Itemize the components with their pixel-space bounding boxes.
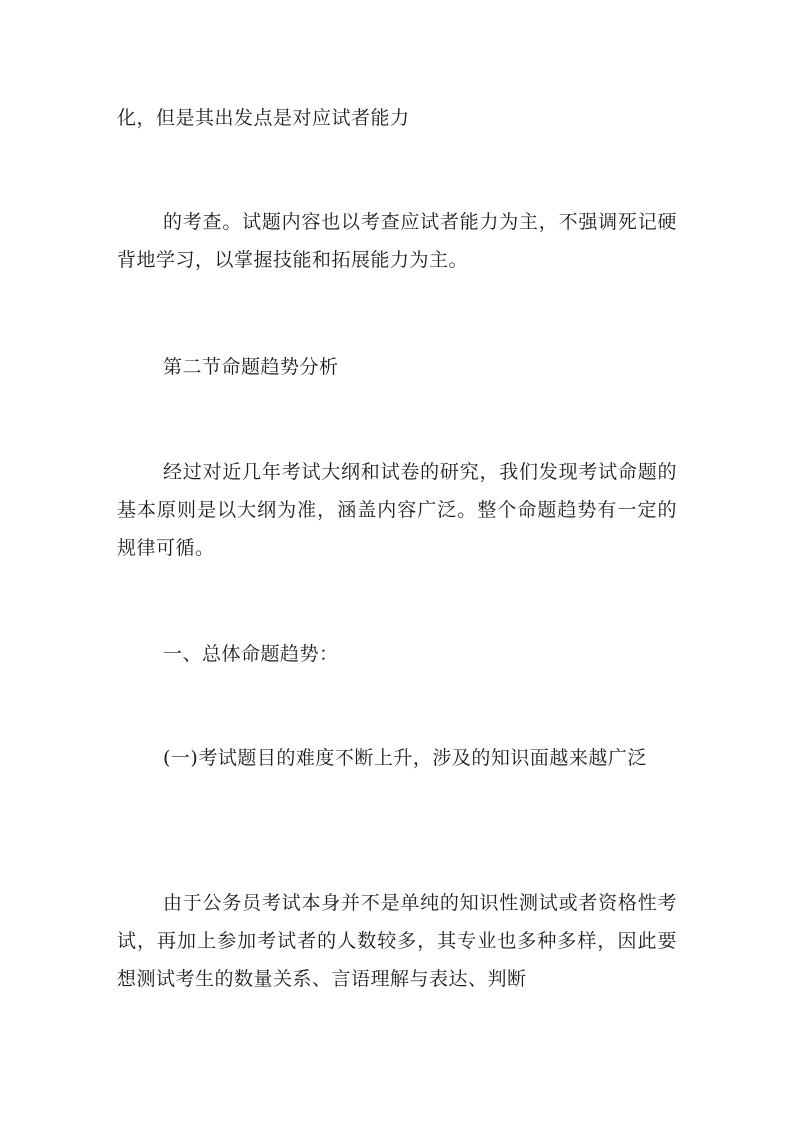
paragraph-civil-service-exam: 由于公务员考试本身并不是单纯的知识性测试或者资格性考试，再加上参加考试者的人数较多，其专业也多种多样，因此要想测试考生的数量关系、言语理解与表达、判断 [117, 892, 677, 990]
paragraph-continuation: 化，但是其出发点是对应试者能力 [117, 107, 410, 129]
section-heading: 第二节命题趋势分析 [163, 356, 339, 378]
paragraph-trend-analysis: 经过对近几年考试大纲和试卷的研究，我们发现考试命题的基本原则是以大纲为准，涵盖内容广泛。整个命题趋势有一定的规律可循。 [117, 461, 677, 559]
subheading-overall-trend: 一、总体命题趋势： [163, 643, 339, 665]
subheading-difficulty: (一)考试题目的难度不断上升，涉及的知识面越来越广泛 [163, 747, 647, 769]
paragraph-exam-content: 的考查。试题内容也以考查应试者能力为主，不强调死记硬背地学习，以掌握技能和拓展能力为主。 [117, 211, 677, 271]
